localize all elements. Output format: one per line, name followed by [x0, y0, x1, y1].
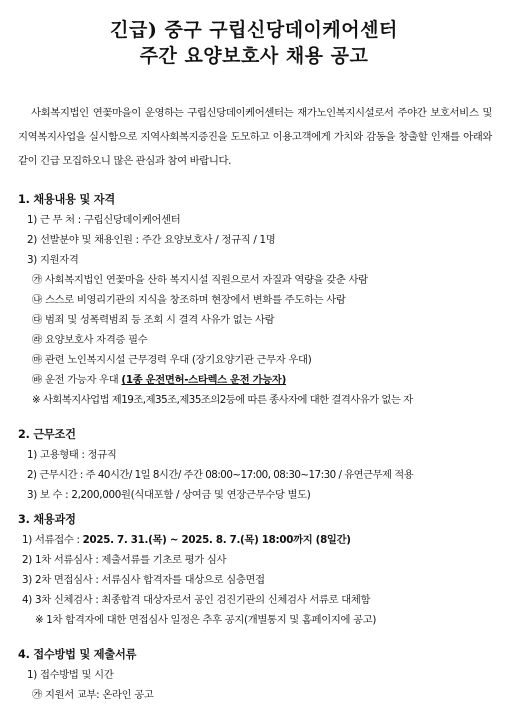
application-method-line: 1) 접수방법 및 시간	[27, 669, 114, 681]
qualification-heading: 3) 지원자격	[27, 254, 79, 266]
application-period-dates: 2025. 7. 31.(목) ~ 2025. 8. 7.(목) 18:00까지 (8일간)	[82, 534, 351, 546]
section2-heading: 2. 근무조건	[18, 428, 76, 441]
driving-preference-text: ㉳ 운전 가능자 우대	[32, 374, 122, 386]
employment-type-line: 1) 고용형태 : 정규직	[27, 449, 117, 461]
qualification-item-driving	[32, 373, 286, 387]
application-period-label: 1) 서류접수 :	[22, 534, 83, 546]
position-line: 2) 선발분야 및 채용인원 : 주간 요양보호사 / 정규직 / 1명	[27, 234, 276, 246]
qualification-item: ㉯ 스스로 비영리기관의 지식을 창조하며 현장에서 변화를 주도하는 사람	[32, 294, 346, 306]
disqualification-note: ※ 사회복지사업법 제19조,제35조,제35조의2등에 따른 종사자에 대한 결격사유가 없는 자	[32, 394, 413, 406]
driving-license-requirement: (1종 운전면허-스타렉스 운전 가능자)	[121, 374, 286, 386]
notice-title-line1: 긴급) 중구 구립신당데이케어센터	[110, 19, 398, 41]
workplace-line: 1) 근 무 처 : 구립신당데이케어센터	[27, 214, 181, 226]
section1-heading: 1. 채용내용 및 자격	[18, 193, 115, 206]
section3-heading: 3. 채용과정	[18, 513, 76, 526]
qualification-item: ㉱ 요양보호사 자격증 필수	[32, 334, 148, 346]
salary-line: 3) 보 수 : 2,200,000원(식대포함 / 상여금 및 연장근무수당 별도)	[27, 489, 311, 501]
application-form-line: ㉮ 지원서 교부: 온라인 공고	[32, 689, 154, 701]
qualification-item: ㉰ 범죄 및 성폭력범죄 등 조회 시 결격 사유가 없는 사람	[32, 314, 275, 326]
qualification-item: ㉲ 관련 노인복지시설 근무경력 우대 (장기요양기관 근무자 우대)	[32, 354, 312, 366]
process-step: 4) 3차 신체검사 : 최종합격 대상자로서 공인 검진기관의 신체검사 서류로 대체함	[22, 594, 371, 606]
working-hours-line: 2) 근무시간 : 주 40시간/ 1일 8시간/ 주간 08:00~17:00, 08:30~17:30 / 유연근무제 적용	[27, 469, 414, 481]
section4-heading: 4. 접수방법 및 제출서류	[18, 648, 137, 661]
qualification-item: ㉮ 사회복지법인 연꽃마을 산하 복지시설 직원으로서 자질과 역량을 갖춘 사람	[32, 274, 368, 286]
process-step: 2) 1차 서류심사 : 제출서류를 기초로 평가 심사	[22, 554, 227, 566]
notice-title-line2: 주간 요양보호사 채용 공고	[139, 45, 369, 67]
interview-schedule-note: ※ 1차 합격자에 대한 면접심사 일정은 추후 공지(개별통지 및 홈페이지에 공고)	[35, 614, 377, 626]
application-period-line	[22, 533, 351, 547]
process-step: 3) 2차 면접심사 : 서류심사 합격자를 대상으로 심층면접	[22, 574, 265, 586]
intro-paragraph: 사회복지법인 연꽃마을이 운영하는 구립신당데이케어센터는 재가노인복지시설로서 주야간 보호서비스 및 지역복지사업을 실시함으로 지역사회복지증진을 도모하고 이용고객에게 가치와 감동을 창출할 인재를 아래와 같이 긴급 모집하오니 많은 관심과 참여 바랍니다.	[18, 107, 492, 167]
